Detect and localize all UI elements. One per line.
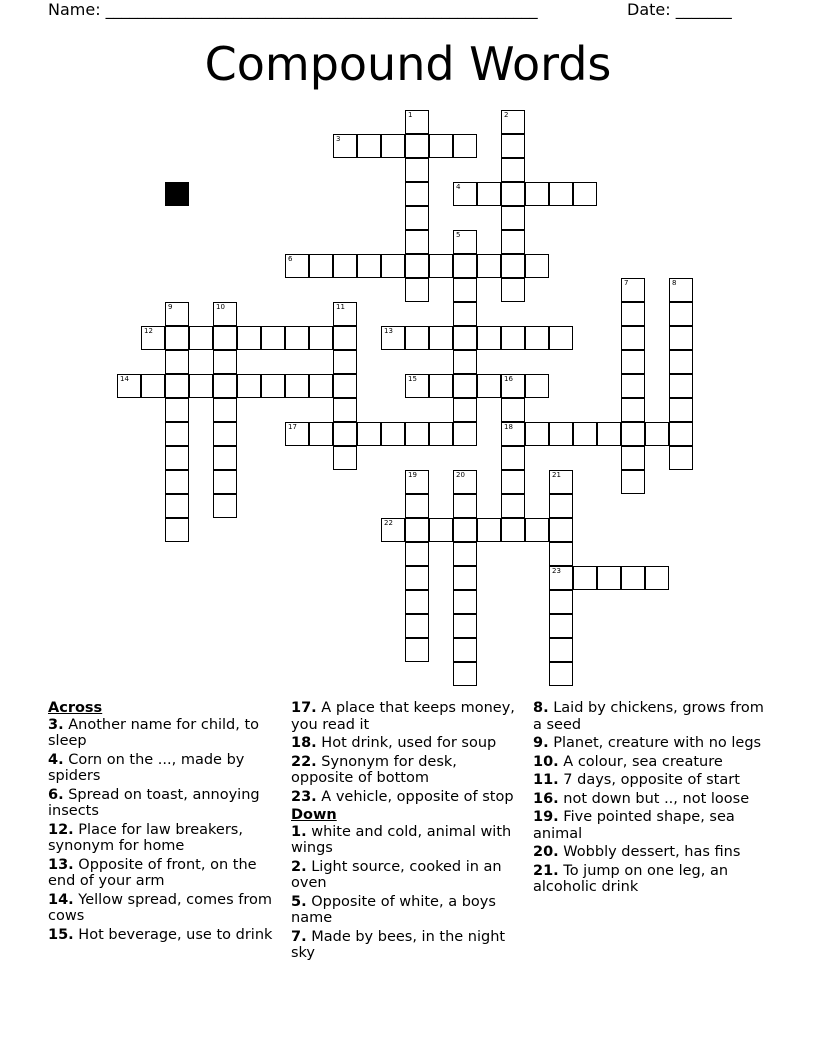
clue-number: 16 [504,375,513,383]
clue-item-text: Another name for child, to sleep [48,716,260,749]
grid-cell[interactable] [501,470,525,494]
grid-cell[interactable] [501,446,525,470]
grid-cell[interactable] [285,254,309,278]
grid-cell[interactable] [597,566,621,590]
grid-cell[interactable] [405,638,429,662]
grid-cell[interactable] [621,374,645,398]
clue-number: 18 [504,423,513,431]
grid-cell[interactable] [525,422,549,446]
grid-cell[interactable] [309,422,333,446]
grid-cell[interactable] [357,254,381,278]
clue-item [533,844,765,861]
grid-cell[interactable] [549,494,573,518]
grid-cell[interactable] [645,422,669,446]
clue-item-number: 2. [291,858,307,875]
grid-cell[interactable] [309,254,333,278]
grid-cell[interactable] [453,662,477,686]
grid-cell[interactable] [381,254,405,278]
clue-number: 17 [288,423,297,431]
clue-item-number: 16. [533,790,559,807]
clue-item [291,754,523,787]
grid-cell[interactable] [597,422,621,446]
grid-cell[interactable] [669,350,693,374]
clue-item-number: 12. [48,821,74,838]
grid-cell[interactable] [213,374,237,398]
grid-cell[interactable] [333,422,357,446]
grid-cell[interactable] [285,374,309,398]
grid-cell[interactable] [429,422,453,446]
grid-cell[interactable] [213,470,237,494]
grid-cell[interactable] [405,326,429,350]
clue-number: 10 [216,303,225,311]
grid-cell[interactable] [165,302,189,326]
clue-item [291,789,523,806]
grid-cell[interactable] [165,326,189,350]
grid-cell[interactable] [405,422,429,446]
grid-cell[interactable] [501,398,525,422]
grid-cell[interactable] [381,422,405,446]
clue-item-number: 13. [48,856,74,873]
grid-cell[interactable] [333,134,357,158]
grid-cell[interactable] [453,614,477,638]
clue-number: 12 [144,327,153,335]
black-square [165,182,189,206]
grid-cell[interactable] [333,302,357,326]
grid-cell[interactable] [453,494,477,518]
clue-item [533,735,765,752]
grid-cell[interactable] [501,254,525,278]
grid-cell[interactable] [165,518,189,542]
clue-item-text: A place that keeps money, you read it [291,700,515,733]
grid-cell[interactable] [405,542,429,566]
grid-cell[interactable] [501,518,525,542]
grid-cell[interactable] [453,470,477,494]
grid-cell[interactable] [573,182,597,206]
clue-number: 9 [168,303,173,311]
clue-item [48,787,280,820]
clue-item-number: 1. [291,823,307,840]
clue-item [533,700,765,733]
grid-cell[interactable] [165,350,189,374]
grid-cell[interactable] [549,662,573,686]
clue-item [533,772,765,789]
grid-cell[interactable] [237,326,261,350]
grid-cell[interactable] [453,398,477,422]
clue-item-number: 6. [48,786,64,803]
grid-cell[interactable] [549,182,573,206]
grid-cell[interactable] [405,206,429,230]
clue-item [291,824,523,857]
clue-item-text: Made by bees, in the night sky [291,928,506,961]
clue-item [291,735,523,752]
clue-item [291,700,523,733]
grid-cell[interactable] [405,566,429,590]
grid-cell[interactable] [621,398,645,422]
grid-cell[interactable] [309,374,333,398]
grid-cell[interactable] [405,278,429,302]
clue-number: 20 [456,471,465,479]
grid-cell[interactable] [141,374,165,398]
grid-cell[interactable] [213,422,237,446]
grid-cell[interactable] [477,326,501,350]
name-line[interactable]: Name: ______________________________________________________ [48,0,538,19]
grid-cell[interactable] [501,326,525,350]
clue-item-text: 7 days, opposite of start [558,772,740,788]
grid-cell[interactable] [141,326,165,350]
grid-cell[interactable] [333,326,357,350]
grid-cell[interactable] [333,350,357,374]
clue-item-number: 11. [533,772,559,788]
grid-cell[interactable] [405,494,429,518]
grid-cell[interactable] [453,302,477,326]
clue-number: 15 [408,375,417,383]
clue-item [48,717,280,750]
clue-number: 21 [552,471,561,479]
grid-cell[interactable] [261,374,285,398]
grid-cell[interactable] [213,350,237,374]
clue-number: 7 [624,279,629,287]
clue-number: 5 [456,231,461,239]
grid-cell[interactable] [237,374,261,398]
grid-cell[interactable] [549,326,573,350]
clue-number: 13 [384,327,393,335]
grid-cell[interactable] [429,254,453,278]
grid-cell[interactable] [549,542,573,566]
clue-item-text: To jump on one leg, an alcoholic drink [533,862,729,895]
grid-cell[interactable] [501,110,525,134]
grid-cell[interactable] [165,494,189,518]
grid-cell[interactable] [501,230,525,254]
date-line[interactable]: Date: _______ [627,0,732,19]
grid-cell[interactable] [525,518,549,542]
grid-cell[interactable] [549,614,573,638]
down-clue-list [291,824,523,962]
grid-cell[interactable] [333,446,357,470]
clue-item-text: Opposite of white, a boys name [291,893,496,926]
clue-number: 2 [504,111,509,119]
grid-cell[interactable] [453,326,477,350]
grid-cell[interactable] [165,422,189,446]
clue-item-text: Hot drink, used for soup [316,735,497,751]
grid-cell[interactable] [165,470,189,494]
grid-cell[interactable] [453,566,477,590]
grid-cell[interactable] [549,518,573,542]
grid-cell[interactable] [621,278,645,302]
clue-item-number: 23. [291,788,317,805]
grid-cell[interactable] [477,182,501,206]
grid-cell[interactable] [621,302,645,326]
clue-item-number: 17. [291,700,317,716]
clue-number: 14 [120,375,129,383]
grid-cell[interactable] [381,134,405,158]
grid-cell[interactable] [453,230,477,254]
clue-item [48,822,280,855]
grid-cell[interactable] [669,326,693,350]
grid-cell[interactable] [501,158,525,182]
grid-cell[interactable] [213,326,237,350]
grid-cell[interactable] [573,566,597,590]
grid-cell[interactable] [405,614,429,638]
clue-item-number: 5. [291,893,307,910]
clue-item-number: 20. [533,844,559,860]
grid-cell[interactable] [117,374,141,398]
clue-item-text: Five pointed shape, sea animal [533,809,735,842]
grid-cell[interactable] [213,302,237,326]
clue-item [291,929,523,962]
clue-item [48,857,280,890]
grid-cell[interactable] [165,374,189,398]
grid-cell[interactable] [669,398,693,422]
grid-cell[interactable] [405,518,429,542]
clue-number: 23 [552,567,561,575]
grid-cell[interactable] [525,182,549,206]
grid-cell[interactable] [549,422,573,446]
grid-cell[interactable] [669,446,693,470]
grid-cell[interactable] [621,350,645,374]
grid-cell[interactable] [669,278,693,302]
grid-cell[interactable] [453,638,477,662]
clues-column-3 [533,700,765,898]
grid-cell[interactable] [501,422,525,446]
clue-item-number: 19. [533,809,559,825]
grid-cell[interactable] [453,278,477,302]
grid-cell[interactable] [213,398,237,422]
clue-item-number: 21. [533,862,559,879]
clue-item-number: 18. [291,735,317,751]
grid-cell[interactable] [477,518,501,542]
grid-cell[interactable] [333,254,357,278]
grid-cell[interactable] [285,326,309,350]
grid-cell[interactable] [357,134,381,158]
clues-column-2 [291,700,523,964]
grid-cell[interactable] [477,374,501,398]
grid-cell[interactable] [285,422,309,446]
grid-cell[interactable] [453,254,477,278]
across-heading: Across [48,700,103,716]
clue-item-text: Corn on the ..., made by spiders [48,751,245,784]
grid-cell[interactable] [189,326,213,350]
grid-cell[interactable] [501,374,525,398]
clue-item-text: white and cold, animal with wings [291,823,512,856]
clue-item-text: Synonym for desk, opposite of bottom [291,753,457,786]
grid-cell[interactable] [525,254,549,278]
grid-cell[interactable] [381,518,405,542]
clue-item [48,927,280,944]
grid-cell[interactable] [501,278,525,302]
grid-cell[interactable] [621,446,645,470]
grid-cell[interactable] [525,326,549,350]
grid-cell[interactable] [405,590,429,614]
clue-item-text: Yellow spread, comes from cows [48,891,272,924]
clue-item [291,859,523,892]
clue-item-number: 9. [533,735,549,751]
clue-item [291,894,523,927]
clue-item [48,752,280,785]
grid-cell[interactable] [453,374,477,398]
clue-number: 3 [336,135,341,143]
grid-cell[interactable] [333,398,357,422]
clue-item-text: A vehicle, opposite of stop [316,788,514,805]
clue-number: 11 [336,303,345,311]
clue-item-text: Place for law breakers, synonym for home [48,821,243,854]
grid-cell[interactable] [261,326,285,350]
grid-cell[interactable] [405,374,429,398]
clue-item-number: 3. [48,716,64,733]
grid-cell[interactable] [165,398,189,422]
grid-cell[interactable] [405,182,429,206]
grid-cell[interactable] [573,422,597,446]
clue-item [533,809,765,842]
grid-cell[interactable] [429,134,453,158]
grid-cell[interactable] [453,518,477,542]
clue-item-text: Planet, creature with no legs [548,735,762,751]
grid-cell[interactable] [453,422,477,446]
grid-cell[interactable] [525,374,549,398]
grid-cell[interactable] [429,374,453,398]
grid-cell[interactable] [165,446,189,470]
clue-number: 19 [408,471,417,479]
clue-item-number: 22. [291,753,317,770]
clue-number: 1 [408,111,413,119]
grid-cell[interactable] [381,326,405,350]
grid-cell[interactable] [501,182,525,206]
grid-cell[interactable] [549,566,573,590]
grid-cell[interactable] [501,494,525,518]
grid-cell[interactable] [549,638,573,662]
clue-item-number: 8. [533,700,549,716]
clue-item-text: Hot beverage, use to drink [73,926,273,943]
across-clue-list [48,717,280,944]
grid-cell[interactable] [621,470,645,494]
grid-cell[interactable] [621,566,645,590]
clue-item [533,791,765,808]
grid-cell[interactable] [501,206,525,230]
grid-cell[interactable] [357,422,381,446]
clue-item-number: 4. [48,751,64,768]
grid-cell[interactable] [501,134,525,158]
grid-cell[interactable] [429,518,453,542]
grid-cell[interactable] [429,326,453,350]
grid-cell[interactable] [405,254,429,278]
grid-cell[interactable] [669,422,693,446]
grid-cell[interactable] [405,110,429,134]
grid-cell[interactable] [405,230,429,254]
clue-item-text: Spread on toast, annoying insects [48,786,260,819]
clue-item-text: Opposite of front, on the end of your arm [48,856,257,889]
grid-cell[interactable] [645,566,669,590]
down-clue-list-continued [533,700,765,896]
clue-number: 6 [288,255,293,263]
clue-item [533,863,765,896]
grid-cell[interactable] [189,374,213,398]
page-title: Compound Words [204,37,612,91]
clues-column-1 [48,700,280,945]
clue-item-number: 14. [48,891,74,908]
grid-cell[interactable] [549,470,573,494]
across-clue-list-continued [291,700,523,805]
grid-cell[interactable] [405,158,429,182]
down-heading: Down [291,807,337,823]
clue-item-number: 7. [291,928,307,945]
grid-cell[interactable] [621,326,645,350]
clue-item-number: 15. [48,926,74,943]
clue-number: 4 [456,183,461,191]
grid-cell[interactable] [333,374,357,398]
grid-cell[interactable] [213,446,237,470]
clue-item-text: not down but .., not loose [558,790,750,807]
grid-cell[interactable] [549,590,573,614]
grid-cell[interactable] [213,494,237,518]
clue-item [533,754,765,771]
clue-item-text: Wobbly dessert, has fins [558,844,741,860]
grid-cell[interactable] [405,470,429,494]
grid-cell[interactable] [669,302,693,326]
grid-cell[interactable] [309,326,333,350]
clue-number: 8 [672,279,677,287]
grid-cell[interactable] [477,254,501,278]
grid-cell[interactable] [453,350,477,374]
grid-cell[interactable] [405,134,429,158]
clue-item-text: Light source, cooked in an oven [291,858,502,891]
clue-item [48,892,280,925]
clue-item-number: 10. [533,753,559,770]
grid-cell[interactable] [669,374,693,398]
clue-number: 22 [384,519,393,527]
grid-cell[interactable] [453,134,477,158]
clue-item-text: A colour, sea creature [558,753,723,770]
grid-cell[interactable] [453,590,477,614]
grid-cell[interactable] [621,422,645,446]
clue-item-text: Laid by chickens, grows from a seed [533,700,764,733]
grid-cell[interactable] [453,542,477,566]
grid-cell[interactable] [453,182,477,206]
